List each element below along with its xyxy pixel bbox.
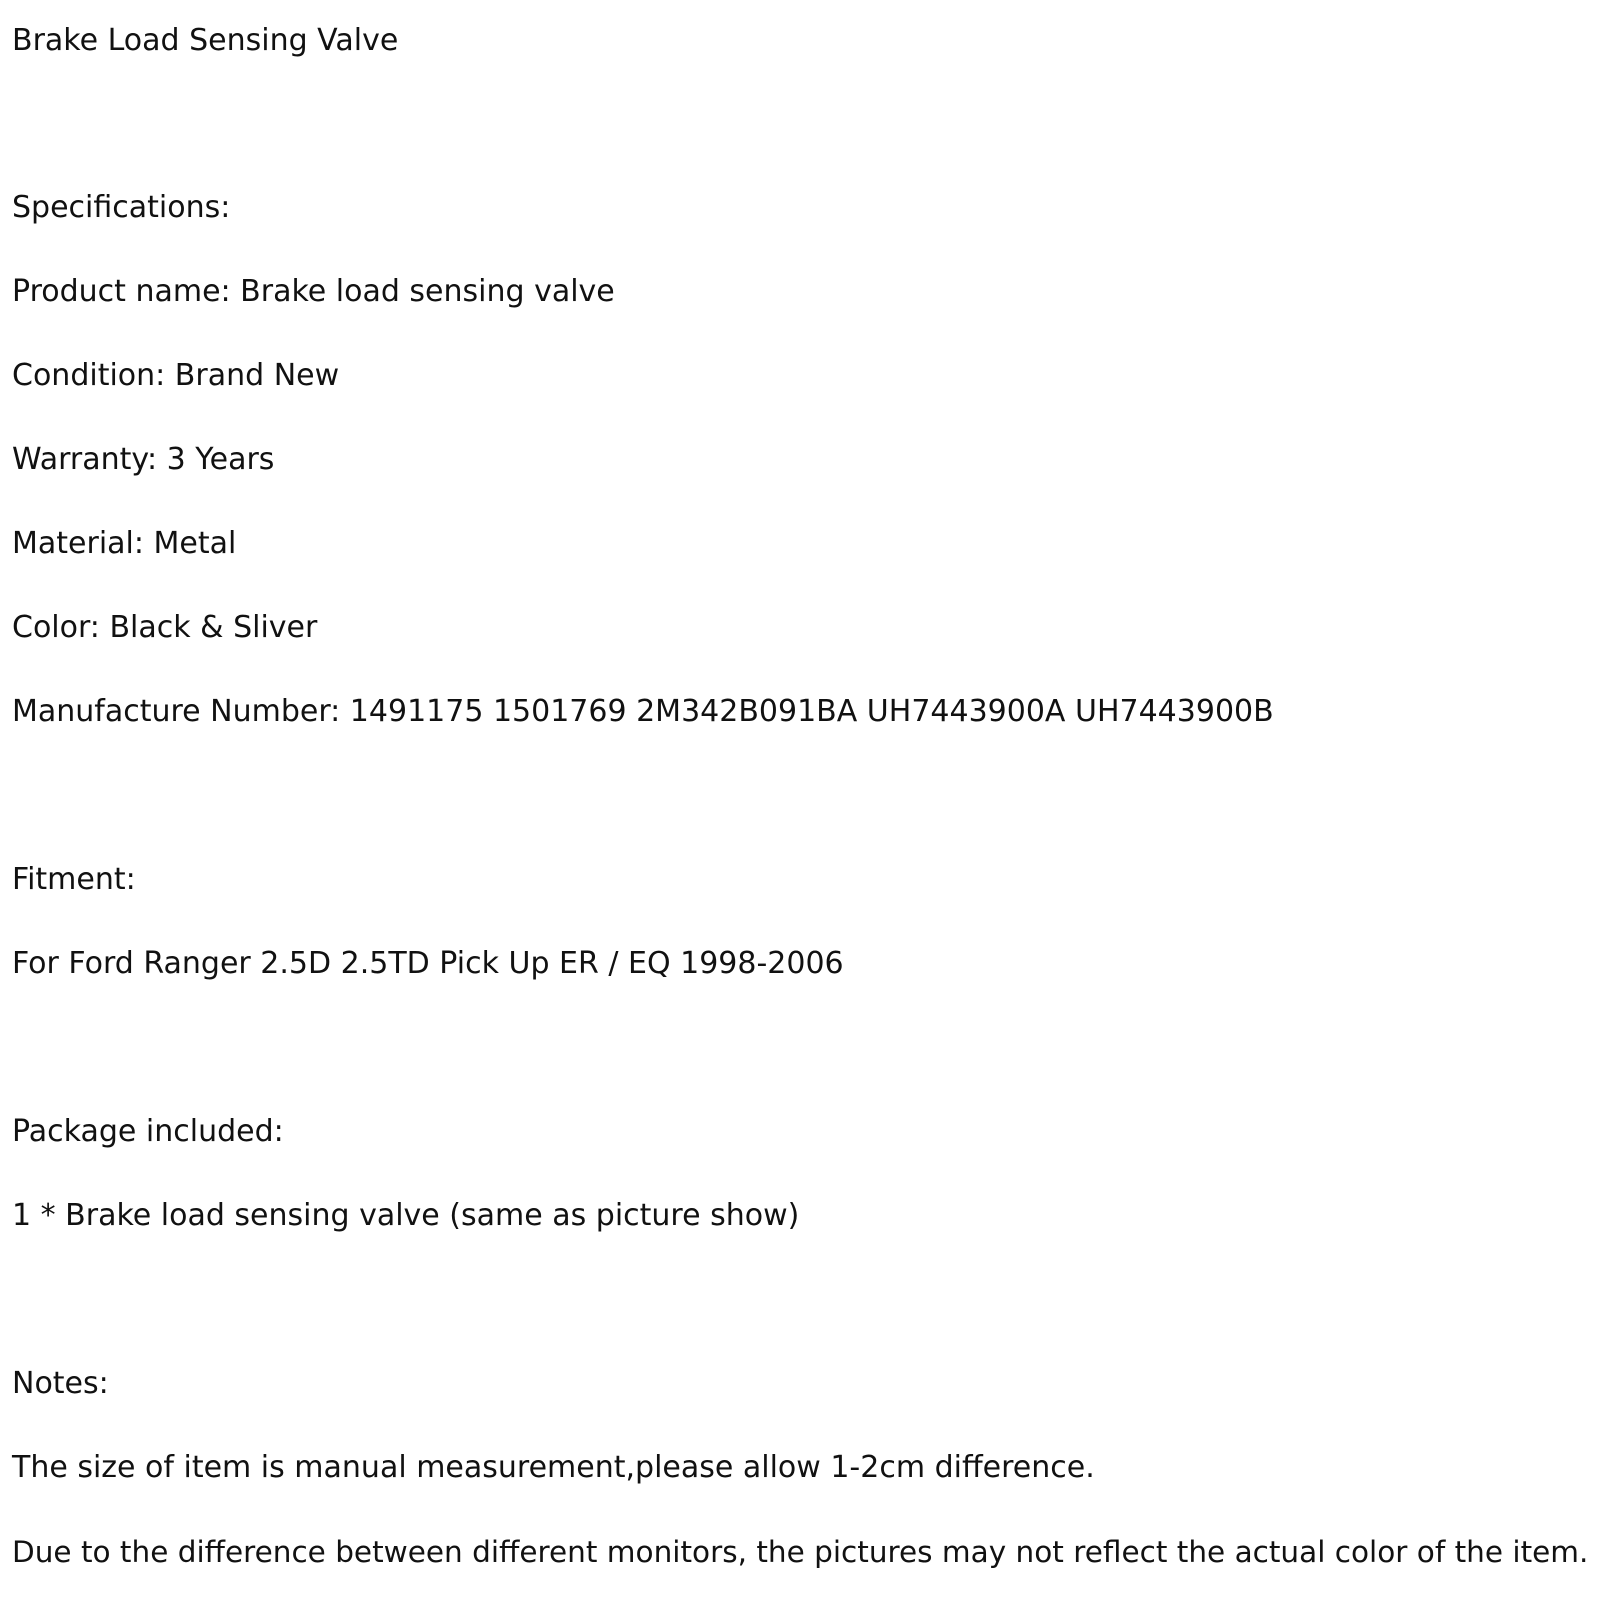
note-color: Due to the difference between different monitors, the pictures may not reflect the actual color of the item. — [12, 1535, 1589, 1569]
spec-product-name: Product name: Brake load sensing valve — [12, 274, 615, 309]
package-item: 1 * Brake load sensing valve (same as picture show) — [12, 1198, 800, 1233]
fitment-vehicle: For Ford Ranger 2.5D 2.5TD Pick Up ER / EQ 1998-2006 — [12, 946, 844, 981]
fitment-heading: Fitment: — [12, 862, 136, 897]
spec-manufacture-number: Manufacture Number: 1491175 1501769 2M342B091BA UH7443900A UH7443900B — [12, 694, 1274, 729]
note-size: The size of item is manual measurement,please allow 1-2cm difference. — [12, 1450, 1095, 1485]
spec-color: Color: Black & Sliver — [12, 610, 318, 645]
spec-material: Material: Metal — [12, 526, 237, 561]
page-title: Brake Load Sensing Valve — [12, 23, 399, 58]
package-heading: Package included: — [12, 1114, 284, 1149]
notes-heading: Notes: — [12, 1366, 109, 1401]
spec-warranty: Warranty: 3 Years — [12, 442, 275, 477]
specifications-heading: Specifications: — [12, 190, 231, 225]
spec-condition: Condition: Brand New — [12, 358, 340, 393]
